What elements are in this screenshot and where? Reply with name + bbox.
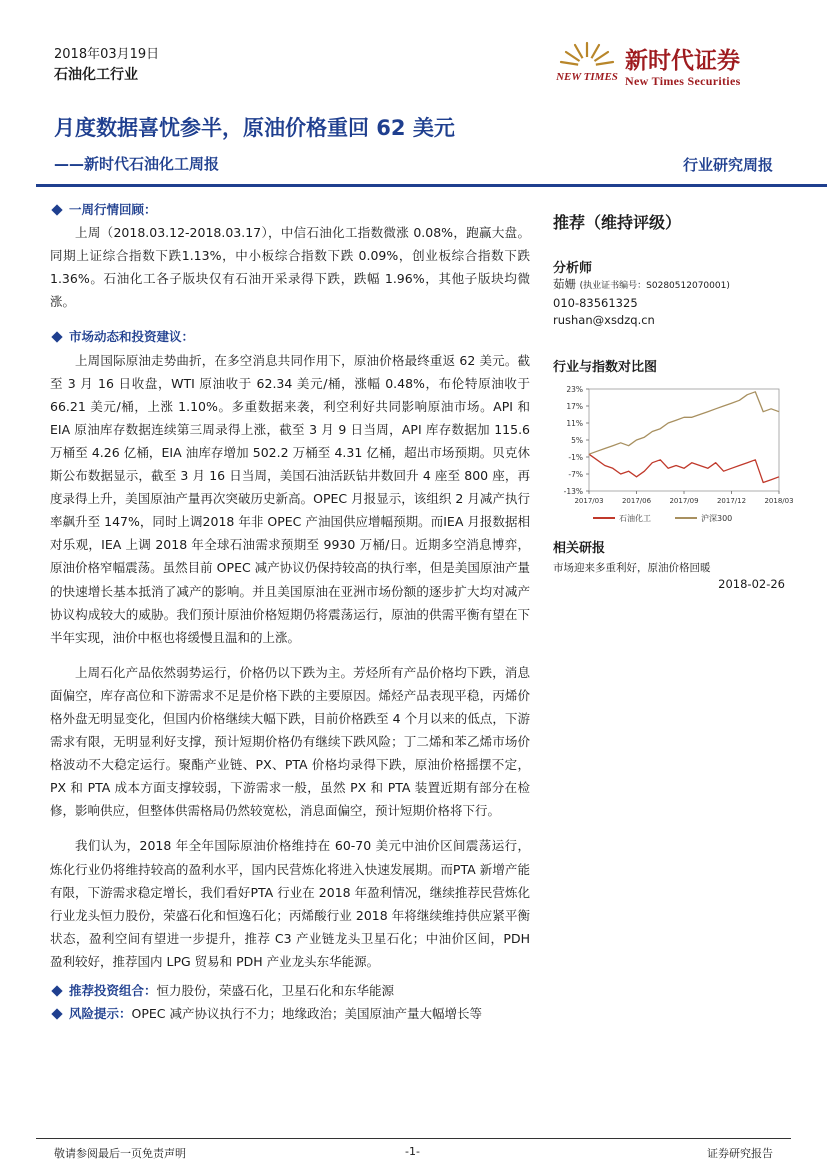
related-research-date: 2018-02-26: [718, 577, 785, 591]
chart-y-tick-label: -7%: [568, 470, 583, 479]
header-divider: [36, 184, 827, 187]
portfolio-text: 恒力股份，荣盛石化，卫星石化和东华能源: [156, 983, 395, 998]
company-logo: [555, 40, 795, 94]
logo-name-cn: 新时代证券: [625, 47, 740, 74]
chart-svg: [553, 381, 794, 531]
report-subtitle: ——新时代石油化工周报: [54, 155, 220, 173]
chart-x-tick-label: 2017/06: [621, 497, 652, 505]
analyst-name-line: [553, 276, 785, 295]
report-title: 月度数据喜忧参半，原油价格重回 62 美元: [54, 116, 455, 140]
weekly-review-heading: [50, 198, 530, 221]
chart-y-tick-label: 17%: [566, 402, 583, 411]
diamond-bullet-icon: [51, 985, 62, 996]
chart-y-tick-label: -1%: [568, 453, 583, 462]
chart-y-tick-label: -13%: [563, 487, 583, 496]
market-paragraph-1: 上周国际原油走势曲折，在多空消息共同作用下，原油价格最终重返 62 美元。截至 3 月 16 日收盘，WTI 原油收于 62.34 美元/桶，涨幅 0.48%，布伦特原油收于 66.21 美元/桶，上涨 1.10%。多重数据来袭，利空利好共同影响原油市场。API 和 EIA 原油库存数据连续第三周录得上涨，截至 3 月 9 日当周，API 库存数据加 115.6 万桶至 4.26 亿桶，EIA 油库存增加 502.2 万桶至 4.31 亿桶，超出市场预期。贝克休斯公布数据显示，截至 3 月 16 日当周，美国石油活跃钻井数回升 4 座至 800 座，再度录得上升，美国原油产量再次突破历史新高。OPEC 月报显示，该组织 2 月减产执行率飙升至 147%，同时上调2018 年非 OPEC 产油国供应增幅预期。而IEA 月报数据相对乐观，IEA 上调 2018 年全球石油需求预期至 9930 万桶/日。近期多空消息博弈，原油价格窄幅震荡。虽然目前 OPEC 减产协议仍保持较高的执行率，但是美国原油产量的快速增长基本抵消了减产的影响。并且美国原油在亚洲市场份额的逐步扩大均对减产协议构成较大的威胁。我们预计原油价格短期仍将震荡运行，原油的供需平衡有望在下半年实现，油价中枢也将缓慢且温和的上涨。: [50, 352, 530, 645]
analyst-name: 茹姗: [553, 277, 576, 291]
chart-y-tick-label: 5%: [571, 436, 583, 445]
risk-label: 风险提示：: [69, 1006, 132, 1022]
comparison-chart: [553, 381, 794, 531]
logo-name-en: New Times Securities: [625, 74, 741, 88]
risk-text: OPEC 减产协议执行不力；地缘政治；美国原油产量大幅增长等: [131, 1006, 482, 1022]
report-date: 2018年03月19日: [54, 47, 160, 62]
analyst-phone: 010-83561325: [553, 296, 638, 310]
diamond-bullet-icon: [51, 1008, 62, 1019]
industry-label: 石油化工行业: [54, 67, 138, 83]
market-heading: [50, 325, 530, 348]
related-research-title[interactable]: 市场迎来多重利好，原油价格回暖: [553, 562, 711, 574]
chart-series-line-petrochem: [589, 454, 779, 482]
analyst-email[interactable]: rushan@xsdzq.cn: [553, 313, 655, 327]
footer-disclaimer: 敬请参阅最后一页免责声明: [54, 1147, 186, 1160]
chart-legend-label: 石油化工: [619, 514, 651, 523]
footer-report-label: 证券研究报告: [707, 1147, 773, 1160]
risk-line: [50, 1002, 530, 1025]
market-paragraph-2: 上周石化产品依然弱势运行，价格仍以下跌为主。芳烃所有产品价格均下跌，消息面偏空，库存高位和下游需求不足是价格下跌的主要原因。烯烃产品表现平稳，丙烯价格外盘无明显变化，但国内价格继续大幅下跌，目前价格跌至 4 个月以来的低点，下游需求有限，无明显利好支撑，预计短期价格仍有继续下跌风险；丁二烯和苯乙烯市场价格波动不大稳定运行。聚酯产业链、PX、PTA 价格均录得下跌，原油价格摇摆不定，PX 和 PTA 成本方面支撑较弱，下游需求一般，虽然 PX 和 PTA 装置近期有部分在检修，影响供应，但整体供需格局仍然较宽松，消息面偏空，预计短期价格将下行。: [50, 664, 530, 819]
chart-series-line-hs300: [589, 392, 779, 454]
chart-plot-frame: [589, 389, 779, 491]
chart-y-tick-label: 11%: [566, 419, 583, 428]
analyst-cert: (执业证书编号：S0280512070001): [579, 281, 730, 291]
footer-divider: [36, 1138, 791, 1139]
diamond-bullet-icon: [51, 204, 62, 215]
chart-x-tick-label: 2017/09: [669, 497, 699, 505]
chart-x-tick-label: 2017/12: [716, 497, 747, 505]
chart-x-tick-label: 2018/03: [764, 497, 794, 505]
weekly-review-heading-text: 一周行情回顾：: [69, 202, 157, 217]
market-paragraph-3: 我们认为，2018 年全年国际原油价格维持在 60-70 美元中油价区间震荡运行，炼化行业仍将维持较高的盈利水平，国内民营炼化将进入快速发展期。而PTA 新增产能有限，下游需求稳定增长，我们看好PTA 行业在 2018 年盈利情况，继续推荐民营炼化行业龙头恒力股份，荣盛石化和恒逸石化；丙烯酸行业 2018 年将继续维持供应紧平衡状态，盈利空间有望进一步提升，推荐 C3 产业链龙头卫星石化；中油价区间，PDH 盈利较好，推荐国内 LPG 贸易和 PDH 产业龙头东华能源。: [50, 838, 530, 969]
report-type: 行业研究周报: [682, 156, 773, 174]
related-research-heading: 相关研报: [553, 541, 606, 556]
analyst-heading: 分析师: [553, 261, 593, 276]
chart-legend-label: 沪深300: [701, 514, 733, 523]
main-content: [50, 198, 530, 1025]
portfolio-label: 推荐投资组合：: [69, 983, 157, 998]
logo-mark-text: NEW TIMES: [556, 71, 618, 83]
page-number: -1-: [405, 1145, 420, 1158]
sidebar: [553, 198, 794, 591]
chart-y-tick-label: 23%: [566, 385, 583, 394]
chart-x-tick-label: 2017/03: [574, 497, 604, 505]
rating-label: 推荐（维持评级）: [553, 213, 682, 232]
logo-mark-icon: [555, 40, 619, 94]
weekly-review-paragraph: 上周（2018.03.12-2018.03.17），中信石油化工指数微涨 0.08%，跑赢大盘。同期上证综合指数下跌1.13%，中小板综合指数下跌 0.09%，创业板综合指数下跌 1.36%。石油化工各子版块仅有石油开采录得下跌，跌幅 1.96%，其他子版块均微涨。: [50, 225, 530, 310]
portfolio-line: [50, 979, 530, 1002]
chart-heading: 行业与指数对比图: [553, 360, 658, 375]
market-heading-text: 市场动态和投资建议：: [69, 329, 195, 345]
diamond-bullet-icon: [51, 332, 62, 343]
